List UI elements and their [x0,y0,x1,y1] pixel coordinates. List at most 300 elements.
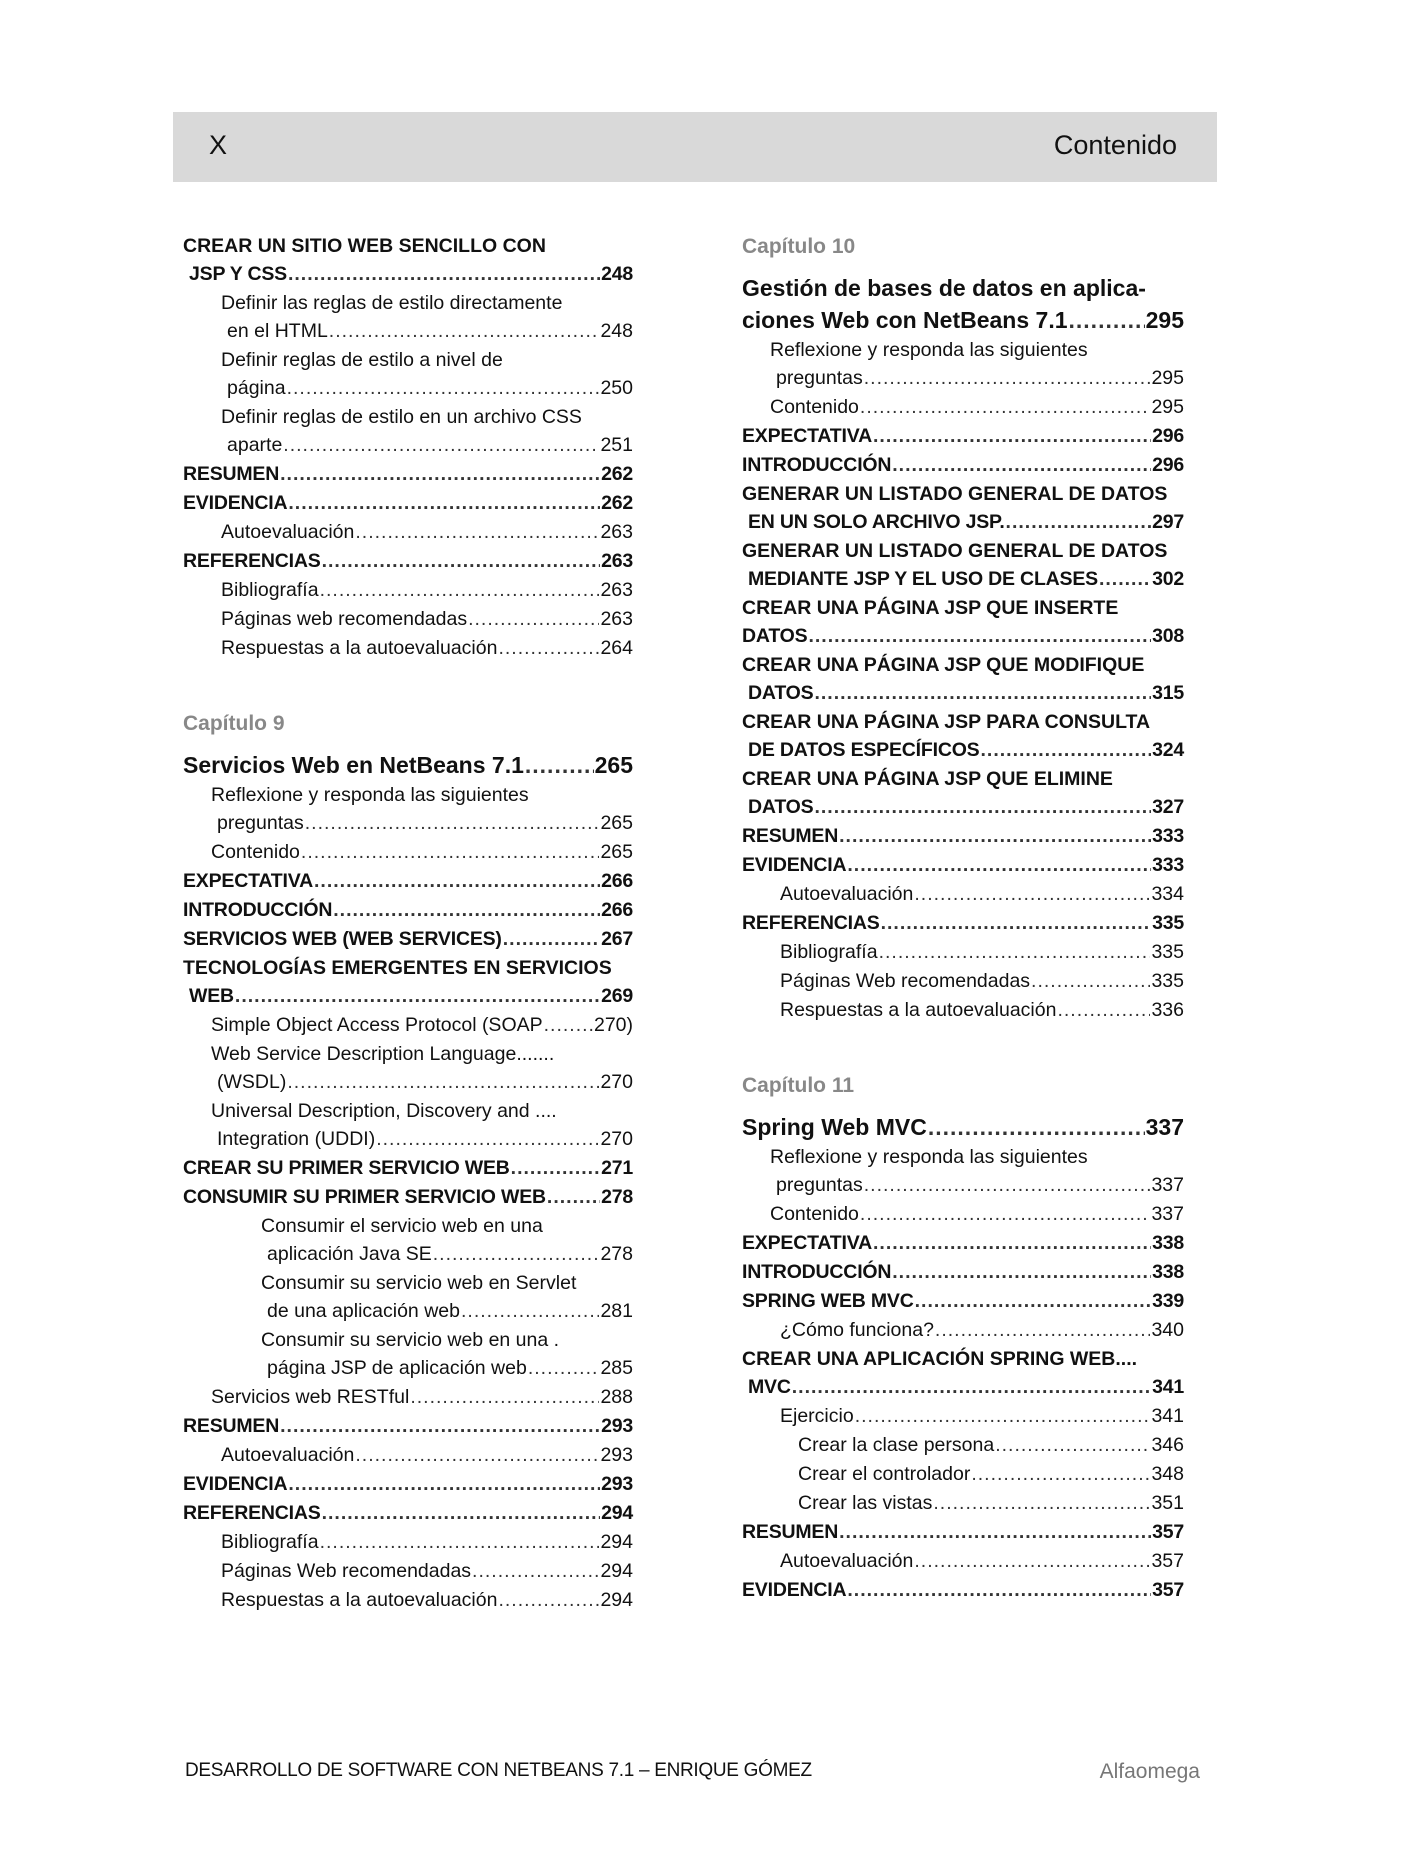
toc-entry-page: 335 [1152,912,1184,934]
toc-entry-title: RESUMEN [183,1415,280,1437]
toc-entry [742,451,1184,480]
toc-entry [742,1200,1184,1229]
toc-entry-page: 269 [601,985,633,1007]
toc-heading-line: Reflexione y responda las siguientes [770,1146,1088,1168]
toc-entry-title: página [227,377,286,399]
page-number: X [209,130,228,160]
dot-leader [981,736,1152,765]
section-spacer [742,1025,1184,1071]
dot-leader [288,260,600,289]
toc-entry [742,996,1184,1025]
toc-entry-page: 337 [1151,1174,1184,1196]
toc-entry [183,982,633,1011]
dot-leader [320,576,600,605]
dot-leader [914,880,1150,909]
toc-heading-line: CREAR UN SITIO WEB SENCILLO CON [183,235,546,257]
toc-entry-page: 270 [600,1071,633,1093]
toc-heading-line: Gestión de bases de datos en aplica- [742,275,1146,301]
toc-entry-title: RESUMEN [183,463,280,485]
toc-entry-title: DE DATOS ESPECÍFICOS [748,739,980,761]
toc-entry-page: 262 [601,463,633,485]
dot-leader [892,451,1151,480]
dot-leader [544,1011,593,1040]
toc-entry-page: 294 [600,1589,633,1611]
toc-entry-page: 340 [1151,1319,1184,1341]
toc-entry-title: ciones Web con NetBeans 7.1 [742,307,1068,333]
toc-entry-page: 302 [1152,568,1184,590]
toc-entry [183,1383,633,1412]
chapter-label: Capítulo 10 [742,235,856,258]
toc-entry [742,1287,1184,1316]
dot-leader [322,547,600,576]
toc-entry [183,431,633,460]
toc-entry-title: Autoevaluación [780,1550,914,1572]
toc-entry-page: 333 [1152,854,1184,876]
toc-entry-page: 339 [1152,1290,1184,1312]
toc-heading-line: GENERAR UN LISTADO GENERAL DE DATOS [742,483,1168,505]
dot-leader [305,809,600,838]
toc-entry-page: 270 [600,1128,633,1150]
toc-entry [183,867,633,896]
running-title: Contenido [1053,130,1177,160]
toc-entry-page: 281 [600,1300,633,1322]
toc-entry-page: 271 [601,1157,633,1179]
toc-entry-page: 248 [600,320,633,342]
toc-heading-line: Definir reglas de estilo en un archivo CSS [221,406,582,428]
section-spacer [742,1101,1184,1111]
toc-entry-page: 293 [600,1444,633,1466]
toc-entry-page: 351 [1151,1492,1184,1514]
toc-entry-page: 296 [1152,425,1184,447]
toc-entry-title: Páginas Web recomendadas [221,1560,472,1582]
dot-leader [288,1470,600,1499]
toc-entry [742,909,1184,938]
toc-entry [742,304,1184,336]
dot-leader [355,1441,599,1470]
toc-entry-title: INTRODUCCIÓN [183,899,333,921]
toc-heading-line: Definir reglas de estilo a nivel de [221,349,503,371]
toc-entry [183,749,633,781]
toc-entry [183,518,633,547]
toc-entry [183,838,633,867]
toc-heading-line: Consumir su servicio web en una . [261,1329,560,1351]
dot-leader [915,1287,1151,1316]
toc-entry-page: 270) [593,1014,633,1036]
toc-entry-page: 293 [601,1415,633,1437]
toc-entry-page: 333 [1152,825,1184,847]
toc-entry-title: Bibliografía [221,1531,319,1553]
toc-entry-title: EXPECTATIVA [183,870,313,892]
toc-entry-page: 341 [1151,1405,1184,1427]
toc-heading-line: CREAR UNA PÁGINA JSP QUE ELIMINE [742,768,1113,790]
toc-entry-title: Servicios web RESTful [211,1386,410,1408]
dot-leader [301,838,600,867]
toc-entry-title: Crear el controlador [798,1463,971,1485]
toc-entry-page: 337 [1151,1203,1184,1225]
toc-entry [742,1373,1184,1402]
toc-entry-page: 264 [600,637,633,659]
toc-entry-page: 295 [1151,367,1184,389]
toc-entry-page: 263 [600,608,633,630]
toc-entry [742,1316,1184,1345]
dot-leader [468,605,599,634]
toc-entry-title: EN UN SOLO ARCHIVO JSP. [748,511,1005,533]
toc-entry-title: Crear la clase persona [798,1434,995,1456]
dot-leader [914,1547,1150,1576]
toc-entry-title: Contenido [211,841,300,863]
toc-entry-title: Páginas web recomendadas [221,608,468,630]
toc-entry [183,1183,633,1212]
dot-leader [1099,565,1151,594]
toc-heading-line: Universal Description, Discovery and .... [211,1100,557,1122]
toc-entry [742,422,1184,451]
toc-entry-title: (WSDL) [217,1071,287,1093]
dot-leader [355,518,599,547]
running-header [173,112,1217,182]
section-spacer [183,663,633,709]
toc-entry [183,1528,633,1557]
toc-entry-title: REFERENCIAS [742,912,880,934]
toc-entry-page: 263 [601,550,633,572]
toc-entry-title: SERVICIOS WEB (WEB SERVICES) [183,928,502,950]
toc-entry-title: Bibliografía [221,579,319,601]
toc-heading-line: Web Service Description Language....... [211,1043,555,1065]
toc-entry-page: 266 [601,870,633,892]
toc-entry-page: 335 [1151,970,1184,992]
toc-entry [742,1518,1184,1547]
toc-entry-page: 348 [1151,1463,1184,1485]
dot-leader [864,1171,1151,1200]
toc-entry [742,565,1184,594]
toc-entry-page: 294 [601,1502,633,1524]
toc-entry [742,967,1184,996]
toc-entry [742,1489,1184,1518]
toc-heading-line: CREAR UNA PÁGINA JSP QUE MODIFIQUE [742,654,1145,676]
toc-entry-page: 294 [600,1560,633,1582]
toc-entry-title: EVIDENCIA [742,1579,847,1601]
toc-entry-page: 324 [1152,739,1184,761]
toc-entry-title: Respuestas a la autoevaluación [221,637,498,659]
toc-entry-title: Autoevaluación [221,1444,355,1466]
toc-entry-title: DATOS [748,796,814,818]
toc-entry [183,1154,633,1183]
toc-entry-page: 285 [600,1357,633,1379]
toc-left-column [183,232,633,1615]
toc-entry-title: Respuestas a la autoevaluación [780,999,1057,1021]
dot-leader [283,431,599,460]
dot-leader [472,1557,599,1586]
chapter-label: Capítulo 9 [183,712,285,735]
toc-entry-title: Páginas Web recomendadas [780,970,1031,992]
toc-entry-page: 357 [1152,1521,1184,1543]
toc-entry-title: JSP Y CSS [189,263,287,285]
toc-entry-title: Servicios Web en NetBeans 7.1 [183,752,524,778]
toc-entry-title: WEB [189,985,234,1007]
toc-entry [742,1258,1184,1287]
toc-entry-title: preguntas [776,367,863,389]
toc-heading-line: TECNOLOGÍAS EMERGENTES EN SERVICIOS [183,957,612,979]
toc-entry-page: 251 [600,434,633,456]
toc-entry [183,1412,633,1441]
dot-leader [847,851,1151,880]
toc-entry-page: 327 [1152,796,1184,818]
dot-leader [547,1183,600,1212]
toc-entry-title: Crear las vistas [798,1492,933,1514]
toc-entry [742,1111,1184,1143]
toc-heading-line: Consumir el servicio web en una [261,1215,543,1237]
toc-entry-title: Contenido [770,1203,859,1225]
dot-leader [928,1111,1145,1143]
toc-entry-page: 308 [1152,625,1184,647]
dot-leader [461,1297,599,1326]
dot-leader [971,1460,1150,1489]
dot-leader [329,317,600,346]
dot-leader [235,982,600,1011]
dot-leader [503,925,600,954]
toc-heading-line: Reflexione y responda las siguientes [211,784,529,806]
dot-leader [1006,508,1152,537]
dot-leader [855,1402,1151,1431]
toc-entry-page: 295 [1145,307,1184,333]
toc-entry-title: CREAR SU PRIMER SERVICIO WEB [183,1157,510,1179]
toc-entry-page: 341 [1152,1376,1184,1398]
toc-entry [742,1431,1184,1460]
dot-leader [320,1528,600,1557]
toc-entry [742,393,1184,422]
dot-leader [280,1412,600,1441]
toc-entry-page: 267 [601,928,633,950]
dot-leader [879,938,1151,967]
toc-entry-page: 295 [1151,396,1184,418]
toc-entry [742,1547,1184,1576]
dot-leader [808,622,1151,651]
dot-leader [935,1316,1151,1345]
toc-entry-page: 278 [601,1186,633,1208]
dot-leader [864,364,1151,393]
toc-entry-title: preguntas [776,1174,863,1196]
toc-entry [742,736,1184,765]
toc-entry-title: Autoevaluación [780,883,914,905]
toc-entry-page: 297 [1152,511,1184,533]
dot-leader [873,422,1151,451]
toc-entry-page: 294 [600,1531,633,1553]
section-spacer [742,262,1184,272]
toc-entry-title: Bibliografía [780,941,878,963]
toc-entry [183,1441,633,1470]
dot-leader [933,1489,1150,1518]
toc-entry-page: 265 [600,812,633,834]
toc-entry-page: 262 [601,492,633,514]
toc-entry [742,364,1184,393]
toc-entry-title: ¿Cómo funciona? [780,1319,934,1341]
toc-entry [183,896,633,925]
dot-leader [839,1518,1151,1547]
toc-entry [183,634,633,663]
dot-leader [288,489,600,518]
toc-entry-page: 266 [601,899,633,921]
toc-heading-line: GENERAR UN LISTADO GENERAL DE DATOS [742,540,1168,562]
dot-leader [280,460,600,489]
toc-entry [742,938,1184,967]
toc-right-column [742,232,1184,1605]
toc-entry-title: página JSP de aplicación web [267,1357,527,1379]
toc-entry-title: REFERENCIAS [183,550,321,572]
toc-entry-page: 315 [1152,682,1184,704]
toc-entry-page: 250 [600,377,633,399]
toc-entry-title: preguntas [217,812,304,834]
footer-publisher: Alfaomega [1099,1760,1200,1783]
toc-entry [742,1576,1184,1605]
toc-entry-page: 265 [594,752,633,778]
toc-entry [742,1229,1184,1258]
dot-leader [995,1431,1150,1460]
toc-entry-page: 357 [1151,1550,1184,1572]
toc-entry [183,576,633,605]
toc-entry-page: 335 [1151,941,1184,963]
toc-entry [183,1499,633,1528]
dot-leader [814,793,1151,822]
dot-leader [814,679,1151,708]
dot-leader [287,374,600,403]
toc-entry-page: 338 [1152,1232,1184,1254]
toc-entry [742,679,1184,708]
toc-entry-title: DATOS [748,682,814,704]
dot-leader [525,749,594,781]
toc-entry-page: 293 [601,1473,633,1495]
dot-leader [498,1586,599,1615]
dot-leader [873,1229,1151,1258]
toc-entry-page: 265 [600,841,633,863]
toc-entry [183,809,633,838]
dot-leader [314,867,600,896]
toc-entry [183,547,633,576]
dot-leader [498,634,599,663]
toc-entry [183,925,633,954]
toc-entry-title: CONSUMIR SU PRIMER SERVICIO WEB [183,1186,546,1208]
toc-entry-title: MVC [748,1376,791,1398]
section-spacer [183,739,633,749]
toc-entry [742,1460,1184,1489]
toc-entry-title: Autoevaluación [221,521,355,543]
toc-entry [742,793,1184,822]
dot-leader [287,1068,599,1097]
toc-entry-page: 336 [1151,999,1184,1021]
toc-entry-title: SPRING WEB MVC [742,1290,914,1312]
dot-leader [792,1373,1151,1402]
dot-leader [1057,996,1150,1025]
toc-entry-title: INTRODUCCIÓN [742,454,892,476]
toc-entry [183,1125,633,1154]
toc-entry [183,1586,633,1615]
toc-entry [183,1240,633,1269]
toc-entry-title: RESUMEN [742,1521,839,1543]
toc-entry-page: 263 [600,579,633,601]
toc-entry-title: Simple Object Access Protocol (SOAP [211,1014,543,1036]
dot-leader [376,1125,599,1154]
toc-heading-line: CREAR UNA PÁGINA JSP PARA CONSULTA [742,711,1151,733]
dot-leader [847,1576,1151,1605]
toc-entry-title: EXPECTATIVA [742,1232,872,1254]
toc-entry-title: RESUMEN [742,825,839,847]
dot-leader [892,1258,1151,1287]
dot-leader [860,1200,1151,1229]
toc-entry-title: Spring Web MVC [742,1114,927,1140]
toc-heading-line: Consumir su servicio web en Servlet [261,1272,577,1294]
toc-entry-title: Ejercicio [780,1405,854,1427]
toc-entry-title: de una aplicación web [267,1300,460,1322]
toc-entry-page: 263 [600,521,633,543]
toc-entry-title: aplicación Java SE [267,1243,432,1265]
toc-entry-title: MEDIANTE JSP Y EL USO DE CLASES [748,568,1098,590]
toc-entry-title: en el HTML [227,320,328,342]
toc-entry-title: aparte [227,434,283,456]
toc-entry-title: Contenido [770,396,859,418]
toc-entry-title: EVIDENCIA [742,854,847,876]
toc-entry [183,1068,633,1097]
toc-entry [742,880,1184,909]
toc-heading-line: CREAR UNA PÁGINA JSP QUE INSERTE [742,597,1119,619]
toc-entry [742,822,1184,851]
toc-entry-page: 288 [600,1386,633,1408]
toc-entry-title: EVIDENCIA [183,492,288,514]
toc-entry-page: 248 [601,263,633,285]
toc-entry [183,1011,633,1040]
toc-entry-title: Respuestas a la autoevaluación [221,1589,498,1611]
toc-entry [183,1470,633,1499]
dot-leader [881,909,1151,938]
toc-entry [183,260,633,289]
dot-leader [410,1383,599,1412]
toc-entry-title: EXPECTATIVA [742,425,872,447]
dot-leader [1031,967,1150,996]
toc-entry-page: 296 [1152,454,1184,476]
toc-entry-page: 338 [1152,1261,1184,1283]
toc-entry [183,460,633,489]
toc-entry [183,374,633,403]
toc-entry [742,622,1184,651]
toc-entry-page: 346 [1151,1434,1184,1456]
toc-entry [742,1171,1184,1200]
toc-entry-title: DATOS [742,625,808,647]
toc-entry-title: EVIDENCIA [183,1473,288,1495]
toc-entry-title: REFERENCIAS [183,1502,321,1524]
toc-entry [183,1557,633,1586]
dot-leader [433,1240,600,1269]
toc-heading-line: Definir las reglas de estilo directamente [221,292,563,314]
toc-entry [183,489,633,518]
chapter-label: Capítulo 11 [742,1074,855,1097]
dot-leader [511,1154,600,1183]
toc-entry [183,1297,633,1326]
dot-leader [839,822,1151,851]
footer-book-title: DESARROLLO DE SOFTWARE CON NETBEANS 7.1 – ENRIQUE GÓMEZ [185,1760,812,1781]
toc-entry-page: 278 [600,1243,633,1265]
toc-entry-page: 357 [1152,1579,1184,1601]
toc-entry [183,1354,633,1383]
toc-entry [742,1402,1184,1431]
toc-entry [183,317,633,346]
toc-entry-title: INTRODUCCIÓN [742,1261,892,1283]
toc-heading-line: CREAR UNA APLICACIÓN SPRING WEB.... [742,1348,1138,1370]
dot-leader [528,1354,600,1383]
toc-entry-page: 334 [1151,883,1184,905]
dot-leader [860,393,1151,422]
toc-entry [742,508,1184,537]
dot-leader [322,1499,600,1528]
toc-entry-title: Integration (UDDI) [217,1128,376,1150]
toc-heading-line: Reflexione y responda las siguientes [770,339,1088,361]
dot-leader [1069,304,1145,336]
